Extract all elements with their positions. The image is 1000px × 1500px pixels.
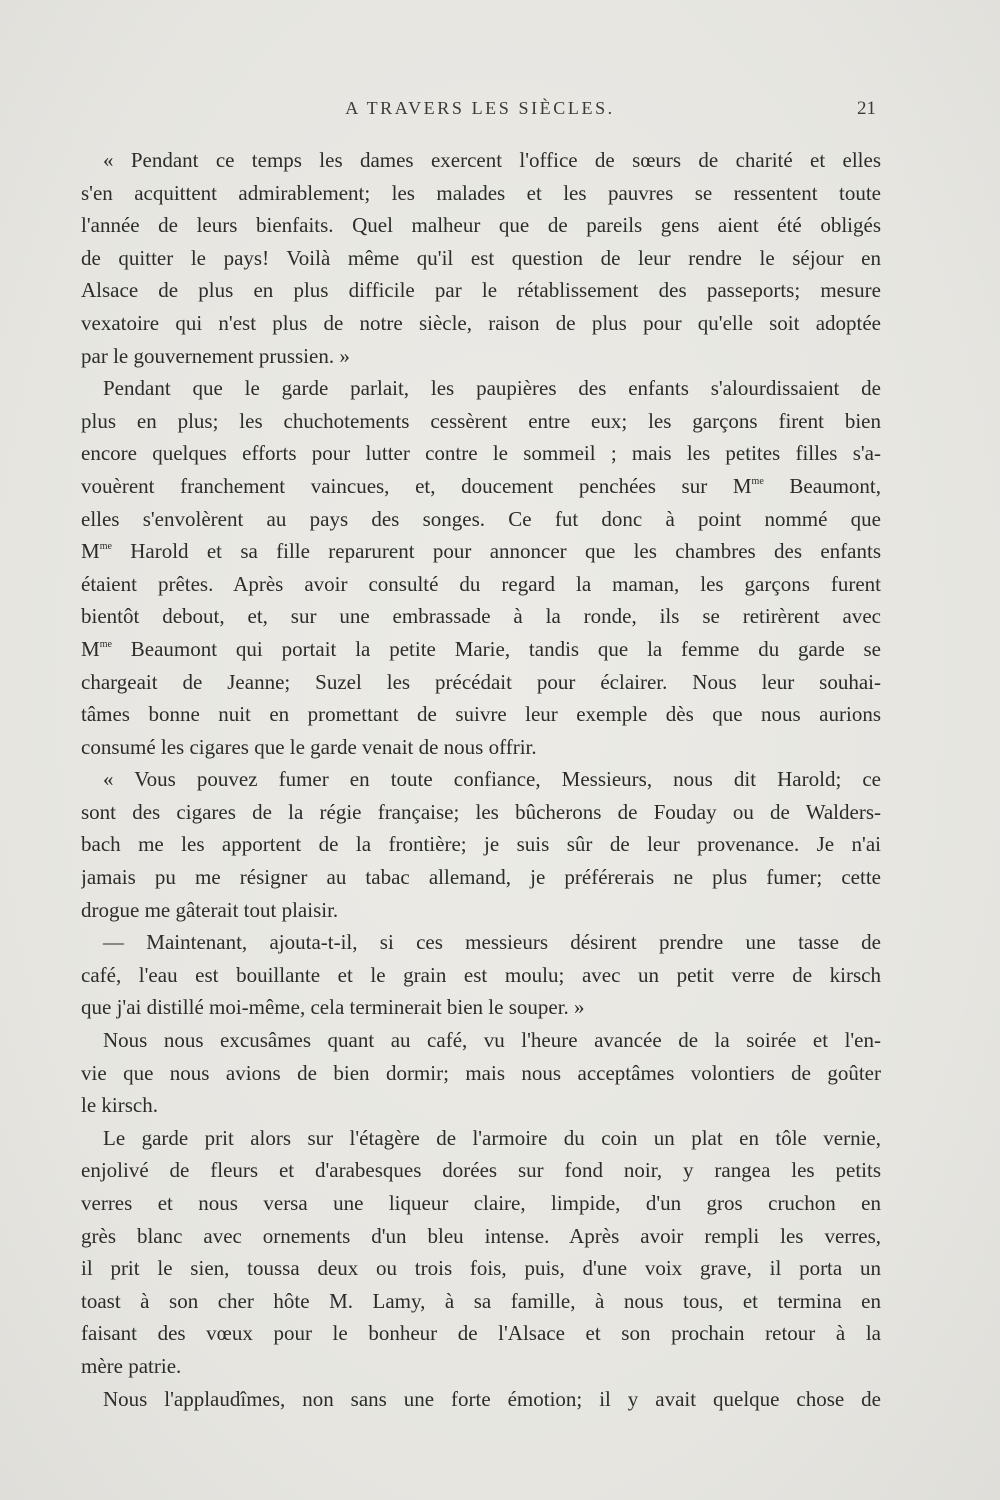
text-line: plus en plus; les chuchotements cessèrent entre eux; les garçons firent bien (81, 408, 881, 433)
text-line: de quitter le pays! Voilà même qu'il est question de leur rendre le séjour en (81, 245, 881, 270)
text-segment: M (81, 636, 100, 661)
text-line: Alsace de plus en plus difficile par le rétablissement des passeports; mesure (81, 278, 881, 303)
text-line: vie que nous avions de bien dormir; mais nous acceptâmes volontiers de goûter (81, 1060, 881, 1085)
text-segment: Harold et sa fille reparurent pour annoncer que les chambres des enfants (111, 539, 881, 564)
text-line: jamais pu me résigner au tabac allemand, je préférerais ne plus fumer; cette (81, 865, 881, 890)
text-line (81, 535, 881, 568)
text-line: grès blanc avec ornements d'un bleu intense. Après avoir rempli les verres, (81, 1223, 881, 1248)
text-line: café, l'eau est bouillante et le grain est moulu; avec un petit verre de kirsch (81, 962, 881, 987)
running-title: A TRAVERS LES SIÈCLES. (345, 98, 615, 118)
text-line: bach me les apportent de la frontière; je suis sûr de leur provenance. Je n'ai (81, 832, 881, 857)
text-line: que j'ai distillé moi-même, cela terminerait bien le souper. » (81, 995, 585, 1020)
text-segment: Beaumont, (763, 473, 881, 498)
text-line: — Maintenant, ajouta-t-il, si ces messieurs désirent prendre une tasse de (103, 930, 881, 955)
text-line: l'année de leurs bienfaits. Quel malheur que de pareils gens aient été obligés (81, 213, 881, 238)
text-line: « Vous pouvez fumer en toute confiance, Messieurs, nous dit Harold; ce (103, 767, 881, 792)
text-line: le kirsch. (81, 1093, 158, 1118)
text-segment: M (81, 539, 100, 564)
text-line: « Pendant ce temps les dames exercent l'office de sœurs de charité et elles (103, 148, 881, 172)
page-number: 21 (857, 98, 876, 119)
text-line: elles s'envolèrent au pays des songes. Ce fut donc à point nommé que (81, 506, 881, 531)
text-line: tâmes bonne nuit en promettant de suivre leur exemple dès que nous aurions (81, 702, 881, 727)
text-line: verres et nous versa une liqueur claire, limpide, d'un gros cruchon en (81, 1191, 881, 1215)
text-line: enjolivé de fleurs et d'arabesques dorées sur fond noir, y rangea les petits (81, 1158, 881, 1183)
text-line: chargeait de Jeanne; Suzel les précédait pour éclairer. Nous leur souhai- (81, 669, 881, 694)
text-line: sont des cigares de la régie française; les bûcherons de Fouday ou de Walders- (81, 799, 881, 824)
text-segment: Beaumont qui portait la petite Marie, tandis que la femme du garde se (111, 636, 881, 661)
text-line: bientôt debout, et, sur une embrassade à la ronde, ils se retirèrent avec (81, 604, 881, 629)
text-line: mère patrie. (81, 1353, 182, 1378)
text-line: Pendant que le garde parlait, les paupières des enfants s'alourdissaient de (103, 376, 881, 401)
text-line: toast à son cher hôte M. Lamy, à sa famille, à nous tous, et termina en (81, 1288, 881, 1313)
text-line (81, 470, 881, 503)
text-line: étaient prêtes. Après avoir consulté du regard la maman, les garçons furent (81, 571, 881, 596)
body-text (81, 144, 881, 1415)
text-line: Nous nous excusâmes quant au café, vu l'heure avancée de la soirée et l'en- (103, 1028, 881, 1053)
text-segment: vouèrent franchement vaincues, et, doucement penchées sur M (81, 473, 752, 498)
text-line: consumé les cigares que le garde venait de nous offrir. (81, 734, 537, 759)
text-line: par le gouvernement prussien. » (81, 343, 350, 368)
text-line: il prit le sien, toussa deux ou trois fois, puis, d'une voix grave, il porta un (81, 1256, 881, 1281)
superscript: me (99, 638, 112, 650)
page-header (80, 98, 880, 126)
text-line (81, 633, 881, 666)
text-line: encore quelques efforts pour lutter contre le sommeil ; mais les petites filles s'a- (81, 441, 881, 466)
superscript: me (99, 541, 112, 553)
text-line: drogue me gâterait tout plaisir. (81, 897, 339, 922)
text-line: Nous l'applaudîmes, non sans une forte émotion; il y avait quelque chose de (103, 1386, 881, 1411)
superscript: me (751, 475, 764, 487)
text-line: faisant des vœux pour le bonheur de l'Alsace et son prochain retour à la (81, 1321, 881, 1346)
text-line: Le garde prit alors sur l'étagère de l'armoire du coin un plat en tôle vernie, (103, 1125, 881, 1150)
text-line: vexatoire qui n'est plus de notre siècle, raison de plus pour qu'elle soit adoptée (81, 310, 881, 335)
text-line: s'en acquittent admirablement; les malades et les pauvres se ressentent toute (81, 180, 881, 205)
